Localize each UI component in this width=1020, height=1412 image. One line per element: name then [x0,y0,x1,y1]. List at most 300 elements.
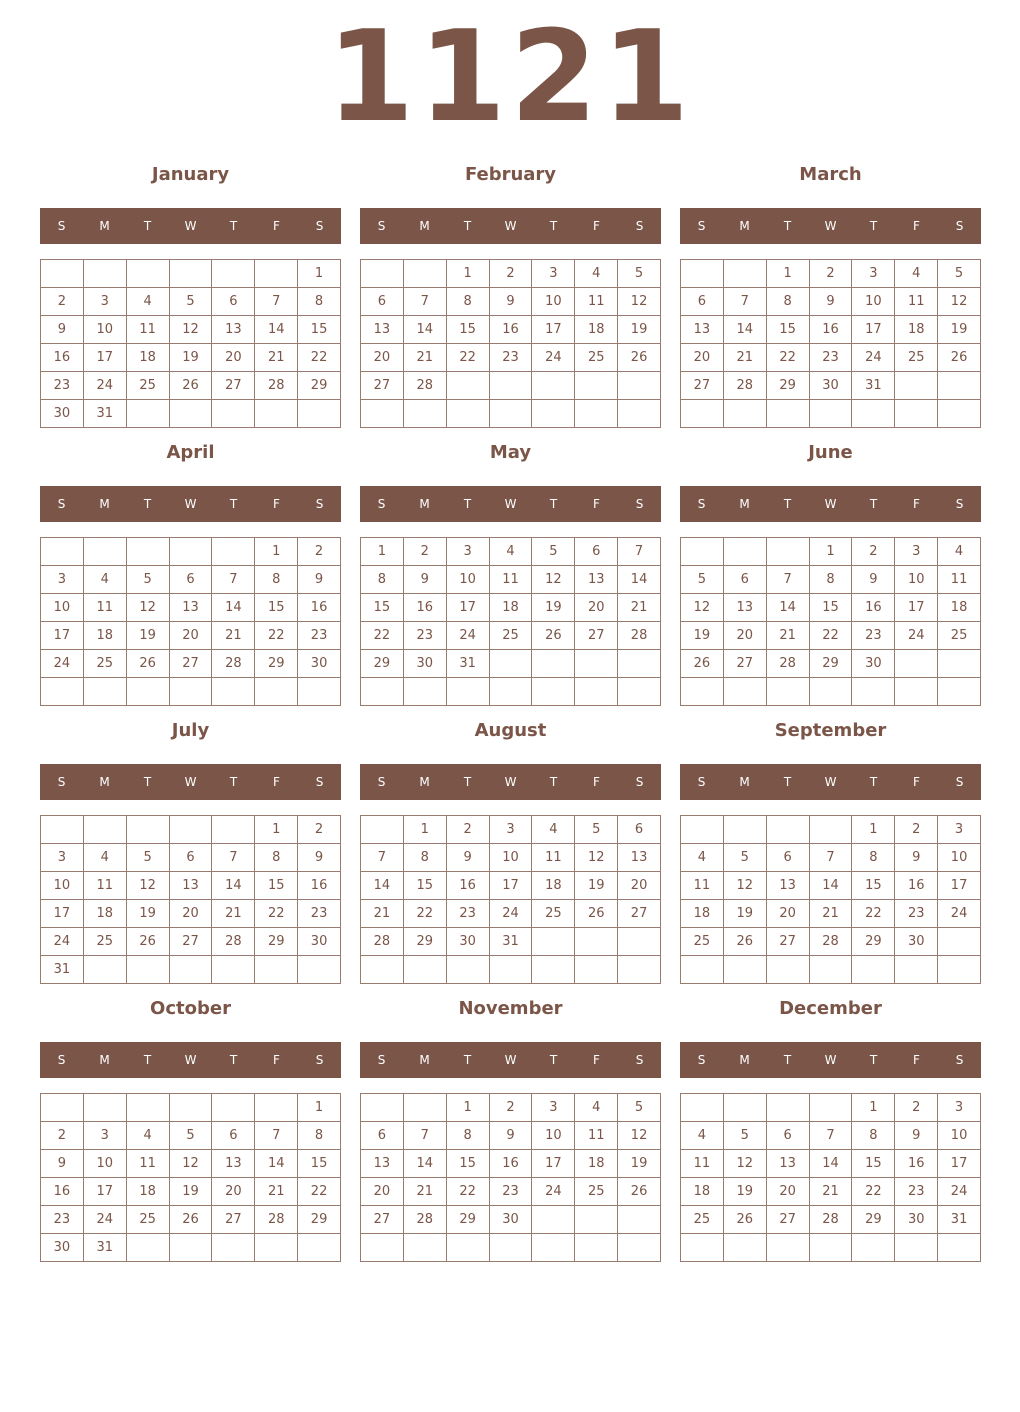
month-name: October [150,998,231,1019]
day-grid [360,537,661,706]
day-cell: 25 [490,622,533,650]
day-cell: 19 [681,622,724,650]
day-cell: 27 [767,928,810,956]
day-cell: 13 [170,594,213,622]
empty-day-cell [361,1234,404,1262]
empty-day-cell [212,1094,255,1122]
day-cell: 12 [170,316,213,344]
empty-day-cell [255,1094,298,1122]
empty-day-cell [575,678,618,706]
day-cell: 11 [681,872,724,900]
day-cell: 11 [127,1150,170,1178]
day-cell: 21 [810,900,853,928]
month-september [680,716,981,986]
day-cell: 30 [810,372,853,400]
month-july [40,716,341,986]
day-cell: 30 [298,928,341,956]
weekday-label: S [315,1053,324,1067]
weekday-label: S [377,497,386,511]
day-cell: 12 [532,566,575,594]
empty-day-cell [852,400,895,428]
month-february [360,160,661,430]
empty-day-cell [532,1234,575,1262]
day-cell: 14 [810,872,853,900]
weekday-header [360,1042,661,1078]
day-cell: 22 [447,1178,490,1206]
day-cell: 22 [852,900,895,928]
day-cell: 11 [490,566,533,594]
empty-day-cell [618,1206,661,1234]
day-cell: 17 [938,1150,981,1178]
day-cell: 8 [810,566,853,594]
day-cell: 7 [404,288,447,316]
empty-day-cell [404,1234,447,1262]
day-cell: 6 [724,566,767,594]
day-cell: 4 [681,1122,724,1150]
day-cell: 1 [404,816,447,844]
day-cell: 8 [447,1122,490,1150]
day-cell: 30 [298,650,341,678]
weekday-label: T [463,497,472,511]
weekday-label: S [57,1053,66,1067]
day-cell: 17 [84,1178,127,1206]
empty-day-cell [212,956,255,984]
day-cell: 16 [298,872,341,900]
day-cell: 28 [767,650,810,678]
day-cell: 15 [298,1150,341,1178]
weekday-label: S [955,775,964,789]
day-cell: 14 [810,1150,853,1178]
day-cell: 19 [724,1178,767,1206]
day-cell: 23 [404,622,447,650]
day-cell: 22 [447,344,490,372]
day-cell: 29 [298,372,341,400]
day-cell: 19 [724,900,767,928]
day-cell: 10 [938,844,981,872]
day-cell: 8 [298,1122,341,1150]
month-december [680,994,981,1264]
day-cell: 8 [255,844,298,872]
weekday-header [360,764,661,800]
weekday-label: W [184,497,197,511]
day-cell: 9 [41,316,84,344]
empty-day-cell [361,1094,404,1122]
day-cell: 23 [852,622,895,650]
day-cell: 5 [724,844,767,872]
day-grid [680,1093,981,1262]
day-cell: 1 [810,538,853,566]
day-cell: 1 [255,816,298,844]
empty-day-cell [575,400,618,428]
empty-day-cell [895,678,938,706]
weekday-header [40,1042,341,1078]
day-cell: 21 [767,622,810,650]
weekday-label: F [273,497,280,511]
empty-day-cell [532,650,575,678]
weekday-header [680,208,981,244]
day-cell: 5 [127,844,170,872]
empty-day-cell [810,678,853,706]
day-cell: 18 [532,872,575,900]
day-cell: 1 [255,538,298,566]
day-cell: 12 [127,594,170,622]
empty-day-cell [618,372,661,400]
day-cell: 30 [41,1234,84,1262]
empty-day-cell [170,678,213,706]
weekday-header [680,1042,981,1078]
day-cell: 19 [170,1178,213,1206]
month-may [360,438,661,708]
day-cell: 24 [84,1206,127,1234]
empty-day-cell [212,1234,255,1262]
day-cell: 6 [681,288,724,316]
weekday-label: S [315,219,324,233]
weekday-label: T [783,219,792,233]
weekday-label: F [593,497,600,511]
day-cell: 9 [41,1150,84,1178]
day-cell: 4 [127,1122,170,1150]
weekday-label: T [143,1053,152,1067]
day-cell: 7 [810,1122,853,1150]
day-cell: 6 [575,538,618,566]
day-cell: 2 [490,1094,533,1122]
day-cell: 28 [810,1206,853,1234]
empty-day-cell [618,956,661,984]
day-cell: 20 [618,872,661,900]
day-cell: 3 [84,288,127,316]
empty-day-cell [575,1234,618,1262]
day-cell: 5 [724,1122,767,1150]
empty-day-cell [724,538,767,566]
day-cell: 7 [212,844,255,872]
day-cell: 21 [618,594,661,622]
weekday-label: T [143,497,152,511]
day-cell: 18 [681,1178,724,1206]
day-cell: 7 [810,844,853,872]
day-cell: 10 [41,594,84,622]
day-cell: 1 [447,260,490,288]
empty-day-cell [767,956,810,984]
empty-day-cell [938,928,981,956]
day-cell: 2 [895,816,938,844]
day-cell: 16 [810,316,853,344]
empty-day-cell [810,816,853,844]
day-cell: 10 [490,844,533,872]
weekday-label: T [143,775,152,789]
empty-day-cell [895,372,938,400]
day-cell: 15 [447,316,490,344]
empty-day-cell [255,956,298,984]
empty-day-cell [575,928,618,956]
empty-day-cell [404,1094,447,1122]
weekday-label: S [697,1053,706,1067]
day-cell: 22 [298,344,341,372]
empty-day-cell [895,956,938,984]
day-cell: 8 [852,1122,895,1150]
day-cell: 11 [532,844,575,872]
weekday-label: S [315,497,324,511]
day-cell: 10 [84,1150,127,1178]
day-cell: 17 [490,872,533,900]
month-name: August [474,720,547,741]
day-cell: 30 [404,650,447,678]
day-cell: 28 [212,928,255,956]
weekday-label: T [783,1053,792,1067]
empty-day-cell [532,372,575,400]
day-cell: 10 [84,316,127,344]
day-cell: 27 [212,372,255,400]
day-cell: 25 [532,900,575,928]
day-cell: 29 [447,1206,490,1234]
day-cell: 17 [852,316,895,344]
empty-day-cell [255,1234,298,1262]
day-cell: 3 [41,844,84,872]
day-cell: 29 [767,372,810,400]
day-cell: 23 [298,622,341,650]
empty-day-cell [852,1234,895,1262]
day-cell: 19 [575,872,618,900]
empty-day-cell [767,678,810,706]
day-cell: 3 [532,1094,575,1122]
empty-day-cell [938,678,981,706]
day-cell: 22 [361,622,404,650]
day-cell: 18 [575,1150,618,1178]
empty-day-cell [618,678,661,706]
day-cell: 21 [255,344,298,372]
day-cell: 9 [895,1122,938,1150]
day-cell: 11 [575,288,618,316]
day-cell: 1 [298,1094,341,1122]
empty-day-cell [681,956,724,984]
day-cell: 28 [404,1206,447,1234]
day-cell: 21 [404,344,447,372]
day-cell: 17 [447,594,490,622]
empty-day-cell [810,956,853,984]
empty-day-cell [127,260,170,288]
weekday-label: M [99,1053,110,1067]
month-november [360,994,661,1264]
empty-day-cell [895,1234,938,1262]
day-cell: 10 [938,1122,981,1150]
day-cell: 3 [532,260,575,288]
empty-day-cell [170,260,213,288]
day-cell: 19 [938,316,981,344]
day-cell: 26 [618,1178,661,1206]
day-cell: 30 [447,928,490,956]
empty-day-cell [490,1234,533,1262]
empty-day-cell [41,538,84,566]
day-cell: 12 [170,1150,213,1178]
weekday-label: T [869,497,878,511]
empty-day-cell [361,816,404,844]
weekday-label: F [593,1053,600,1067]
empty-day-cell [681,400,724,428]
day-cell: 7 [767,566,810,594]
month-name: May [489,442,532,463]
day-cell: 26 [938,344,981,372]
day-cell: 30 [490,1206,533,1234]
weekday-label: T [229,219,238,233]
weekday-label: M [99,219,110,233]
month-april [40,438,341,708]
day-cell: 11 [84,594,127,622]
empty-day-cell [127,816,170,844]
empty-day-cell [681,816,724,844]
day-cell: 30 [852,650,895,678]
day-cell: 20 [767,1178,810,1206]
day-cell: 12 [618,288,661,316]
day-cell: 15 [255,594,298,622]
weekday-label: T [229,775,238,789]
day-cell: 23 [298,900,341,928]
day-cell: 3 [938,816,981,844]
day-cell: 27 [767,1206,810,1234]
empty-day-cell [127,538,170,566]
day-cell: 4 [938,538,981,566]
empty-day-cell [767,1094,810,1122]
day-cell: 9 [490,1122,533,1150]
empty-day-cell [575,650,618,678]
empty-day-cell [724,956,767,984]
day-cell: 11 [681,1150,724,1178]
empty-day-cell [681,1094,724,1122]
empty-day-cell [298,1234,341,1262]
day-cell: 19 [127,900,170,928]
empty-day-cell [404,678,447,706]
day-cell: 21 [212,622,255,650]
empty-day-cell [41,816,84,844]
day-cell: 25 [127,372,170,400]
day-cell: 4 [84,844,127,872]
empty-day-cell [298,678,341,706]
day-cell: 24 [532,344,575,372]
day-cell: 14 [255,316,298,344]
day-cell: 22 [767,344,810,372]
empty-day-cell [255,678,298,706]
weekday-label: T [143,219,152,233]
day-cell: 13 [767,872,810,900]
day-cell: 20 [170,900,213,928]
empty-day-cell [681,678,724,706]
weekday-label: W [184,219,197,233]
day-cell: 8 [447,288,490,316]
day-cell: 23 [810,344,853,372]
day-cell: 26 [127,928,170,956]
day-cell: 20 [575,594,618,622]
day-cell: 18 [938,594,981,622]
weekday-label: M [99,775,110,789]
empty-day-cell [490,372,533,400]
day-cell: 14 [618,566,661,594]
day-cell: 23 [41,372,84,400]
weekday-label: S [635,219,644,233]
month-name: February [464,164,557,185]
empty-day-cell [41,1094,84,1122]
day-cell: 16 [41,1178,84,1206]
day-cell: 3 [84,1122,127,1150]
empty-day-cell [170,956,213,984]
empty-day-cell [84,678,127,706]
empty-day-cell [127,400,170,428]
day-cell: 30 [895,1206,938,1234]
weekday-label: M [739,497,750,511]
day-cell: 4 [681,844,724,872]
day-cell: 19 [532,594,575,622]
day-cell: 7 [361,844,404,872]
day-cell: 14 [724,316,767,344]
day-cell: 25 [938,622,981,650]
weekday-label: F [593,219,600,233]
weekday-label: F [913,1053,920,1067]
day-cell: 15 [298,316,341,344]
day-cell: 2 [490,260,533,288]
day-cell: 17 [84,344,127,372]
day-cell: 13 [361,316,404,344]
day-cell: 26 [170,1206,213,1234]
day-cell: 20 [170,622,213,650]
weekday-label: T [783,497,792,511]
day-cell: 21 [361,900,404,928]
day-cell: 5 [170,288,213,316]
day-cell: 24 [447,622,490,650]
day-cell: 13 [361,1150,404,1178]
day-grid [40,1093,341,1262]
weekday-label: W [824,1053,837,1067]
day-cell: 31 [84,400,127,428]
day-cell: 6 [212,288,255,316]
day-cell: 27 [575,622,618,650]
empty-day-cell [532,400,575,428]
empty-day-cell [724,400,767,428]
empty-day-cell [298,956,341,984]
day-cell: 22 [404,900,447,928]
day-cell: 19 [618,1150,661,1178]
day-cell: 21 [404,1178,447,1206]
weekday-label: S [635,1053,644,1067]
day-cell: 22 [810,622,853,650]
empty-day-cell [404,956,447,984]
weekday-label: S [57,219,66,233]
empty-day-cell [575,1206,618,1234]
empty-day-cell [810,1234,853,1262]
empty-day-cell [84,816,127,844]
day-cell: 14 [767,594,810,622]
day-cell: 16 [490,1150,533,1178]
day-cell: 13 [618,844,661,872]
weekday-label: M [419,219,430,233]
day-cell: 19 [618,316,661,344]
empty-day-cell [84,956,127,984]
weekday-label: S [57,497,66,511]
day-cell: 9 [404,566,447,594]
day-cell: 5 [170,1122,213,1150]
empty-day-cell [681,538,724,566]
day-cell: 8 [767,288,810,316]
month-name: March [799,164,862,185]
weekday-header [360,486,661,522]
day-cell: 23 [490,344,533,372]
day-cell: 27 [361,1206,404,1234]
weekday-label: F [273,219,280,233]
empty-day-cell [361,678,404,706]
day-cell: 27 [724,650,767,678]
day-cell: 24 [938,1178,981,1206]
day-cell: 26 [724,928,767,956]
day-cell: 23 [41,1206,84,1234]
weekday-label: S [57,775,66,789]
empty-day-cell [938,650,981,678]
day-cell: 23 [895,900,938,928]
